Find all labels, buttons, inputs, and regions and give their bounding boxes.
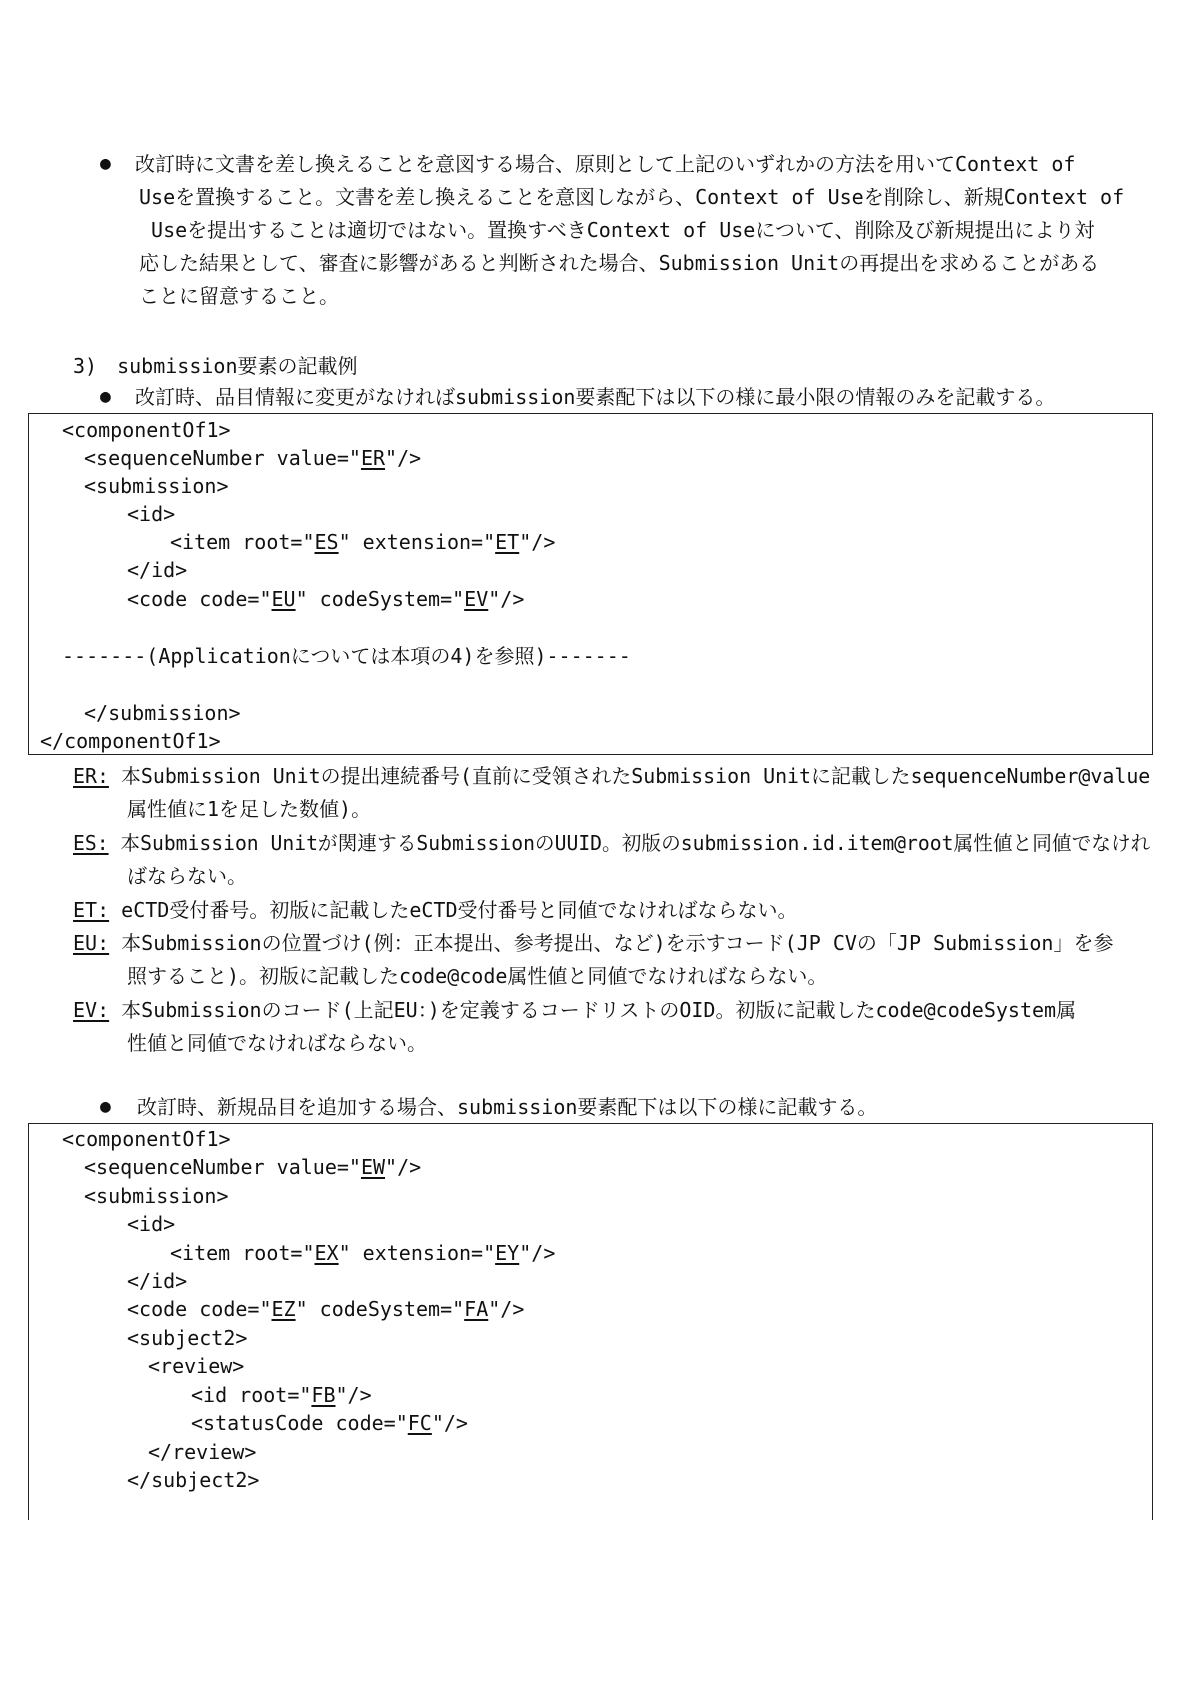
note-EU-cont: 照すること)。初版に記載したcode@code属性値と同値でなければならない。 [127, 964, 828, 988]
placeholder-EU: EU [271, 587, 296, 611]
placeholder-EX: EX [314, 1241, 339, 1265]
code2-line-12: </review> [148, 1440, 257, 1464]
bullet-icon: ● [100, 153, 111, 174]
placeholder-EW: EW [360, 1155, 386, 1179]
bullet-icon: ● [100, 1096, 111, 1117]
placeholder-EZ: EZ [271, 1297, 296, 1321]
code1-line-5: <item root="ES" extension="ET"/> [170, 530, 556, 554]
para1-line-4: 応した結果として、審査に影響があると判断された場合、Submission Unitの再提出を求めることがある [139, 251, 1100, 275]
code2-line-11: <statusCode code="FC"/> [191, 1411, 468, 1435]
note-tag: ET: [73, 898, 110, 922]
code2-line-8: <subject2> [127, 1326, 248, 1350]
para1-line-5: ことに留意すること。 [139, 284, 339, 308]
code2-line-1: <componentOf1> [62, 1127, 231, 1151]
note-ER-cont: 属性値に1を足した数値)。 [127, 797, 372, 821]
code1-line-4: <id> [127, 502, 176, 526]
code2-line-6: </id> [127, 1269, 188, 1293]
code2-line-7: <code code="EZ" codeSystem="FA"/> [127, 1297, 525, 1321]
placeholder-EV: EV [464, 587, 489, 611]
para1-line-1: 改訂時に文書を差し換えることを意図する場合、原則として上記のいずれかの方法を用いてContext of [135, 152, 1076, 176]
code2-line-4: <id> [127, 1212, 176, 1236]
code2-line-9: <review> [148, 1354, 245, 1378]
code2-line-13: </subject2> [127, 1468, 260, 1492]
code2-line-5: <item root="EX" extension="EY"/> [170, 1241, 556, 1265]
code1-line-9: </submission> [84, 701, 241, 725]
note-EV: EV: 本Submissionのコード(上記EU：)を定義するコードリストのOID。初版に記載したcode@codeSystem属 [73, 998, 1077, 1022]
para1-line-2: Useを置換すること。文書を差し換えることを意図しながら、Context of Useを削除し、新規Context of [139, 185, 1125, 209]
note-EV-cont: 性値と同値でなければならない。 [127, 1031, 427, 1055]
note-tag: ER: [73, 764, 109, 788]
placeholder-ER: ER [360, 446, 386, 470]
section3-intro: 改訂時、品目情報に変更がなければsubmission要素配下は以下の様に最小限の情報のみを記載する。 [135, 385, 1056, 409]
placeholder-FA: FA [464, 1297, 489, 1321]
note-ES: ES: 本Submission Unitが関連するSubmissionのUUID。初版のsubmission.id.item@root属性値と同値でなけれ [73, 831, 1151, 855]
note-tag: EU: [73, 931, 110, 955]
note-EU: EU: 本Submissionの位置づけ(例：正本提出、参考提出、など)を示すコード(JP CVの「JP Submission」を参 [73, 931, 1114, 955]
placeholder-FB: FB [311, 1383, 336, 1407]
placeholder-EY: EY [495, 1241, 520, 1265]
note-ES-cont: ばならない。 [127, 864, 247, 888]
code1-line-3: <submission> [84, 474, 229, 498]
note-ET: ET: eCTD受付番号。初版に記載したeCTD受付番号と同値でなければならない。 [73, 898, 798, 922]
code1-separator: -------(Applicationについては本項の4)を参照)------- [62, 644, 631, 668]
bullet-icon: ● [100, 386, 111, 407]
code2-line-10: <id root="FB"/> [191, 1383, 372, 1407]
para1-line-3: Useを提出することは適切ではない。置換すべきContext of Useについて、削除及び新規提出により対 [139, 218, 1095, 242]
placeholder-ET: ET [495, 530, 520, 554]
code1-line-10: </componentOf1> [40, 729, 221, 753]
code1-line-6: </id> [127, 558, 188, 582]
note-ER: ER: 本Submission Unitの提出連続番号(直前に受領されたSubmission Unitに記載したsequenceNumber@value [73, 764, 1151, 788]
placeholder-ES: ES [314, 530, 339, 554]
code1-line-7: <code code="EU" codeSystem="EV"/> [127, 587, 525, 611]
section-heading: 3) submission要素の記載例 [73, 354, 358, 378]
code2-line-2: <sequenceNumber value="EW"/> [84, 1155, 422, 1179]
section4-intro: 改訂時、新規品目を追加する場合、submission要素配下は以下の様に記載する。 [137, 1095, 878, 1119]
placeholder-FC: FC [407, 1411, 432, 1435]
note-tag: ES: [73, 831, 109, 855]
code1-line-1: <componentOf1> [62, 418, 231, 442]
note-tag: EV: [73, 998, 110, 1022]
code1-line-2: <sequenceNumber value="ER"/> [84, 446, 422, 470]
code2-line-3: <submission> [84, 1184, 229, 1208]
